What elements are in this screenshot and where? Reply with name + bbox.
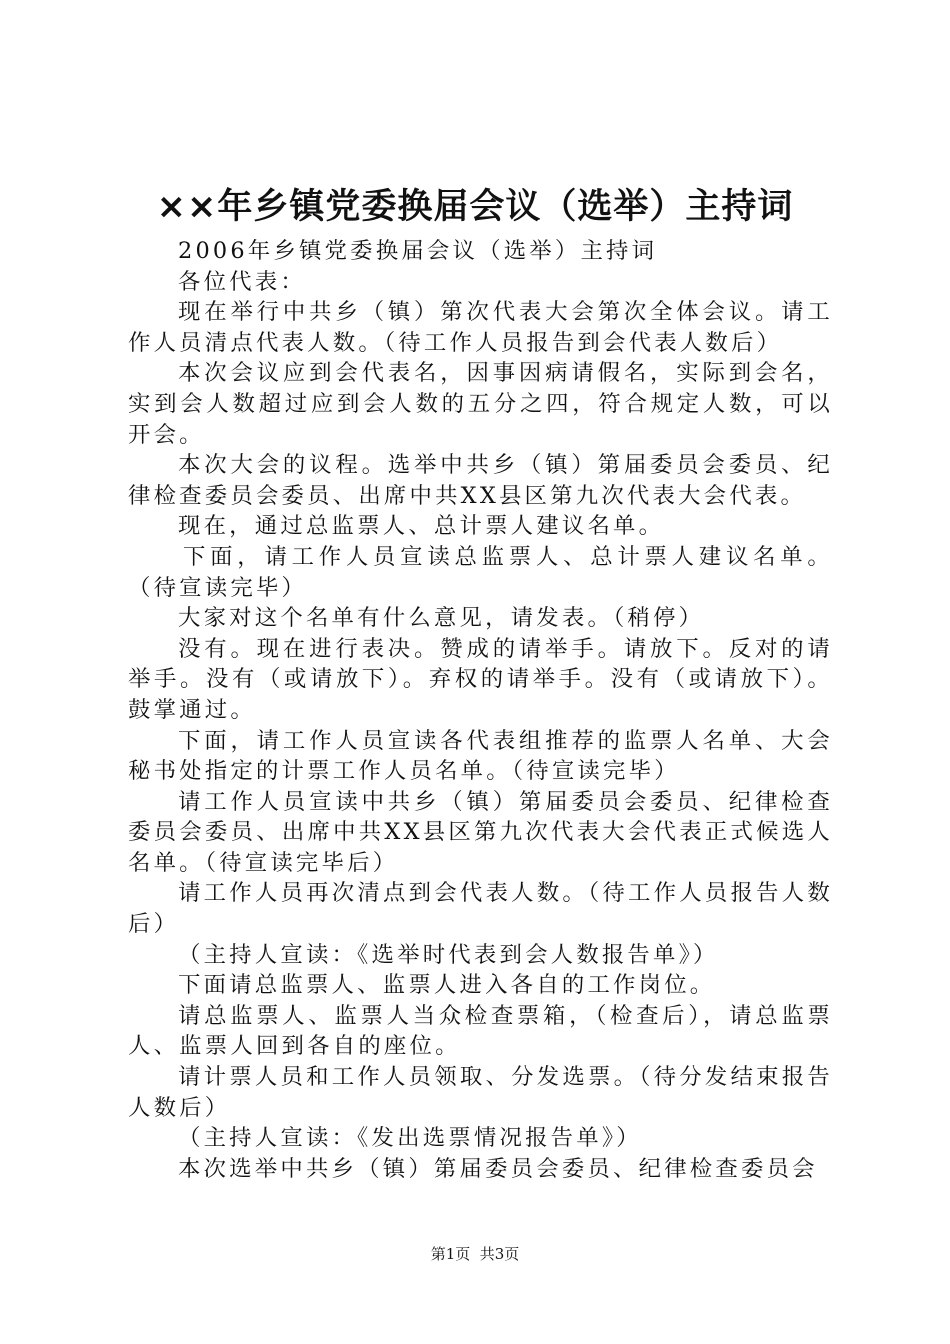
paragraph: 本次大会的议程。选举中共乡（镇）第届委员会委员、纪律检查委员会委员、出席中共XX县区第九次代表大会代表。 — [128, 452, 833, 509]
paragraph: 2006年乡镇党委换届会议（选举）主持词 — [178, 238, 658, 264]
paragraph: 请工作人员宣读中共乡（镇）第届委员会委员、纪律检查委员会委员、出席中共XX县区第九次代表大会代表正式候选人名单。（待宣读完毕后） — [128, 788, 833, 876]
document-title: ××年乡镇党委换届会议（选举）主持词 — [156, 187, 794, 227]
paragraph: 下面请总监票人、监票人进入各自的工作岗位。 — [178, 972, 716, 999]
paragraph: 请计票人员和工作人员领取、分发选票。（待分发结束报告人数后） — [128, 1064, 833, 1121]
document-body — [128, 236, 833, 1184]
paragraph: 本次选举中共乡（镇）第届委员会委员、纪律检查委员会 — [178, 1155, 818, 1182]
paragraph: 没有。现在进行表决。赞成的请举手。请放下。反对的请举手。没有（或请放下）。弃权的请举手。没有（或请放下）。鼓掌通过。 — [128, 635, 833, 723]
paragraph: 各位代表： — [178, 268, 306, 295]
paragraph: 本次会议应到会代表名，因事因病请假名，实际到会名，实到会人数超过应到会人数的五分之四，符合规定人数，可以开会。 — [128, 360, 833, 448]
paragraph: 现在，通过总监票人、总计票人建议名单。 — [178, 513, 665, 540]
page-number-footer: 第1页 共3页 — [430, 1245, 520, 1263]
paragraph: 下面，请工作人员宣读总监票人、总计票人建议名单。（待宣读完毕） — [128, 543, 833, 601]
paragraph: 大家对这个名单有什么意见，请发表。（稍停） — [178, 605, 705, 632]
paragraph: 下面，请工作人员宣读各代表组推荐的监票人名单、大会秘书处指定的计票工作人员名单。（待宣读完毕） — [128, 727, 833, 785]
paragraph: 请工作人员再次清点到会代表人数。（待工作人员报告人数后） — [128, 880, 833, 938]
paragraph: （主持人宣读：《选举时代表到会人数报告单》） — [178, 941, 719, 968]
paragraph: 现在举行中共乡（镇）第次代表大会第次全体会议。请工作人员清点代表人数。（待工作人员报告到会代表人数后） — [128, 299, 833, 356]
paragraph: 请总监票人、监票人当众检查票箱，（检查后），请总监票人、监票人回到各自的座位。 — [128, 1002, 833, 1060]
paragraph: （主持人宣读：《发出选票情况报告单》） — [178, 1125, 642, 1152]
